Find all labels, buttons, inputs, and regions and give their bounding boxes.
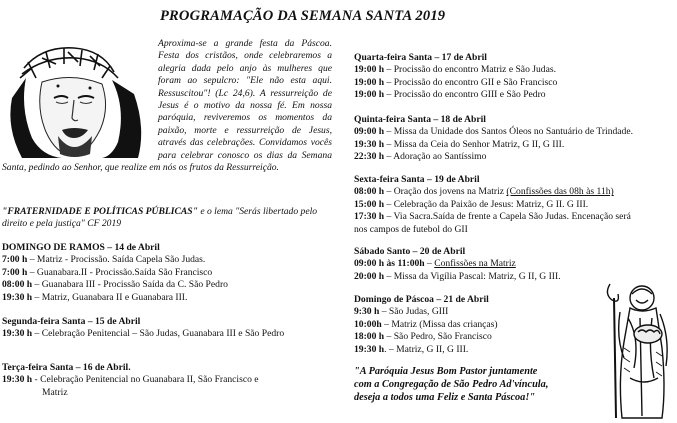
section-palm-sunday — [2, 242, 332, 304]
schedule-line: 7:00 h – Matriz - Procissão. Saída Capela São Judas. — [2, 254, 206, 266]
schedule-line: 19:00 h – Procissão do encontro GII e São Francisco — [354, 76, 558, 88]
schedule-line: 15:00 h – Celebração da Paixão de Jesus: Matriz, G II. G III. — [354, 198, 589, 210]
schedule-line: 9:30 h – São Judas, GIII — [354, 306, 449, 318]
section-heading: Sexta-feira Santa – 19 de Abril — [354, 174, 480, 185]
section-heading: Segunda-feira Santa – 15 de Abril — [2, 316, 141, 327]
section-heading: Quarta-feira Santa – 17 de Abril — [354, 52, 487, 63]
intro-paragraph: Aproxima-se a grande festa da Páscoa. Festa dos cristãos, onde celebraremos a alegria dada pelo anjo às mulheres que foram ao sepulcro: "Ele não esta aqui. Ressuscitou"! (Lc 24,6). A ressurreição de Jesus é o motivo da nossa fé. Em nossa paróquia, reviveremos os momentos da paixão, morte e ressurreição de Jesus, através das celebrações. Convidamos vocês para celebrar conosco os dias da Semana Santa, pedindo ao Senhor, que realize em nós os frutos da Ressurreição. — [2, 38, 332, 174]
campaign-theme — [2, 206, 332, 231]
schedule-line: 7:00 h – Guanabara.II - Procissão.Saída São Francisco — [2, 266, 213, 278]
schedule-line-continuation: nos campos de futebol do GII — [354, 223, 468, 235]
campaign-theme-motto: e o lema "Serás libertado pelo direito e pela justiça" CF 2019 — [2, 206, 318, 230]
section-easter-sunday — [354, 294, 604, 356]
schedule-line: 19:30 h. – Matriz, G II, G III. — [354, 343, 469, 355]
closing-line: "A Paróquia Jesus Bom Pastor juntamente — [354, 366, 538, 377]
closing-line: com a Congregação de São Pedro Ad'víncula, — [354, 378, 549, 390]
schedule-line: 19:30 h - Celebração Penitencial no Guanabara II, São Francisco e — [2, 374, 259, 386]
schedule-line: 17:30 h – Via Sacra.Saída de frente a Capela São Judas. Encenação será — [354, 211, 631, 223]
intro-block — [2, 38, 332, 174]
section-heading: DOMINGO DE RAMOS – 14 de Abril — [2, 242, 160, 253]
schedule-line: 18:00 h – São Pedro, São Francisco — [354, 331, 492, 343]
section-good-friday — [354, 174, 674, 236]
closing-line: deseja a todos uma Feliz e Santa Páscoa!" — [354, 391, 536, 403]
schedule-line: 19:30 h – Celebração Penitencial – São Judas, Guanabara III e São Pedro — [2, 328, 285, 340]
section-holy-tuesday — [2, 362, 332, 399]
schedule-line: 08:00 h – Guanabara III - Procissão Saída da C. São Pedro — [2, 279, 228, 291]
section-holy-monday — [2, 316, 332, 341]
page-title: PROGRAMAÇÃO DA SEMANA SANTA 2019 — [160, 8, 446, 24]
confession-note: Confissões na Matriz — [434, 258, 516, 270]
campaign-theme-title: "FRATERNIDADE E POLÍTICAS PÚBLICAS" — [2, 206, 198, 217]
schedule-line: 19:30 h – Missa da Ceia do Senhor Matriz, G II, G III. — [354, 138, 565, 150]
confession-hours: (Confissões das 08h às 11h) — [506, 186, 614, 198]
schedule-line: 09:00 h às 11:00h – Confissões na Matriz — [354, 258, 516, 270]
schedule-line: 10:00h – Matriz (Missa das crianças) — [354, 318, 498, 330]
section-heading: Sábado Santo – 20 de Abril — [354, 246, 466, 257]
section-heading: Terça-feira Santa – 16 de Abril. — [2, 362, 131, 373]
schedule-line: 20:00 h – Missa da Vigília Pascal: Matriz, G II, G III. — [354, 270, 561, 282]
good-shepherd-illustration — [600, 278, 676, 420]
schedule-line: 09:00 h – Missa da Unidade dos Santos Óleos no Santuário de Trindade. — [354, 126, 634, 138]
jesus-crown-of-thorns-illustration — [2, 38, 152, 158]
section-holy-thursday — [354, 114, 674, 164]
schedule-line: 08:00 h – Oração dos jovens na Matriz (Confissões das 08h às 11h) — [354, 186, 614, 198]
closing-message — [354, 366, 604, 404]
schedule-line: 19:00 h – Procissão do encontro Matriz e São Judas. — [354, 64, 556, 76]
section-heading: Domingo de Páscoa – 21 de Abril — [354, 294, 489, 305]
section-holy-wednesday — [354, 52, 674, 102]
schedule-line: 19:30 h – Matriz, Guanabara II e Guanabara III. — [2, 291, 188, 303]
schedule-line: 19:00 h – Procissão do encontro GIII e São Pedro — [354, 89, 546, 101]
schedule-line: 22:30 h – Adoração ao Santíssimo — [354, 151, 487, 163]
schedule-line-continuation: Matriz — [42, 386, 68, 398]
section-heading: Quinta-feira Santa – 18 de Abril — [354, 114, 486, 125]
